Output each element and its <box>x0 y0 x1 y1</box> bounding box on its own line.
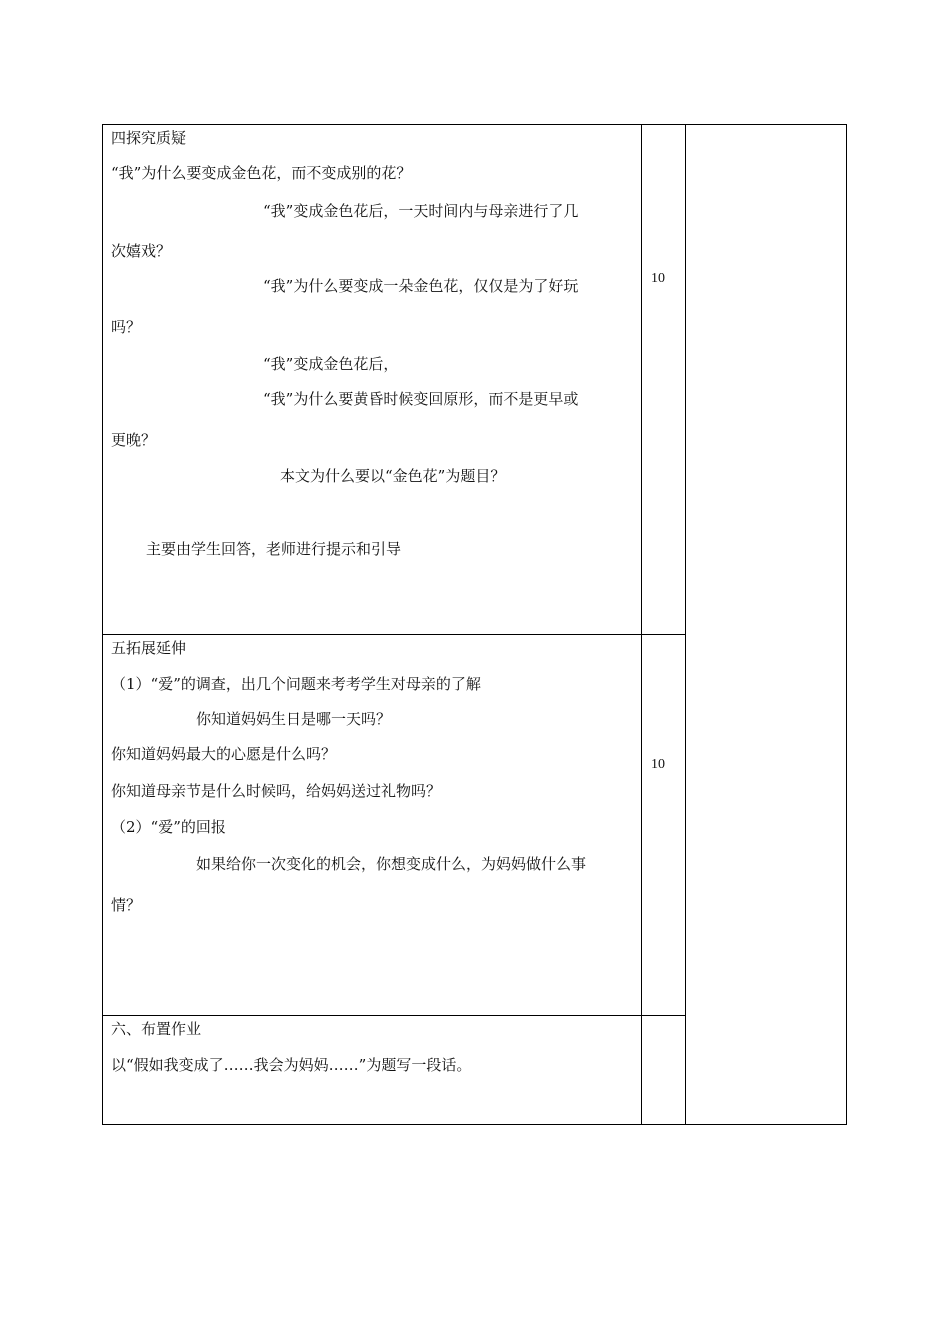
question-line: 次嬉戏？ <box>111 242 172 260</box>
question-line: “我”变成金色花后， <box>263 355 399 373</box>
question-line: 本文为什么要以“金色花”为题目？ <box>280 467 506 485</box>
question-line: “我”为什么要黄昏时候变回原形，而不是更早或 <box>263 390 579 408</box>
section-title: 四探究质疑 <box>111 129 187 147</box>
extension-line: 你知道妈妈生日是哪一天吗？ <box>196 710 392 728</box>
section-title: 五拓展延伸 <box>111 639 187 657</box>
question-line: 更晚？ <box>111 431 157 449</box>
question-line: “我”为什么要变成金色花，而不变成别的花？ <box>111 164 412 182</box>
time-value: 10 <box>651 757 665 772</box>
column-divider-time <box>641 125 642 1124</box>
homework-line: 以“假如我变成了……我会为妈妈……”为题写一段话。 <box>111 1056 472 1074</box>
row-divider-2 <box>103 1015 685 1016</box>
column-divider-notes <box>685 125 686 1124</box>
extension-line: 你知道妈妈最大的心愿是什么吗？ <box>111 745 337 763</box>
question-line: 吗？ <box>111 318 142 336</box>
section-title: 六、布置作业 <box>111 1020 202 1038</box>
question-line: “我”为什么要变成一朵金色花，仅仅是为了好玩 <box>263 277 579 295</box>
extension-line: （1）“爱”的调查，出几个问题来考考学生对母亲的了解 <box>111 675 481 693</box>
lesson-plan-table <box>102 124 847 1125</box>
row-divider-1 <box>103 634 685 635</box>
extension-line: 如果给你一次变化的机会，你想变成什么，为妈妈做什么事 <box>196 855 587 873</box>
extension-line: 你知道母亲节是什么时候吗，给妈妈送过礼物吗？ <box>111 782 442 800</box>
question-line: “我”变成金色花后，一天时间内与母亲进行了几 <box>263 202 579 220</box>
extension-line: （2）“爱”的回报 <box>111 818 226 836</box>
teaching-note: 主要由学生回答，老师进行提示和引导 <box>146 540 402 558</box>
extension-line: 情？ <box>111 896 142 914</box>
time-value: 10 <box>651 271 665 286</box>
